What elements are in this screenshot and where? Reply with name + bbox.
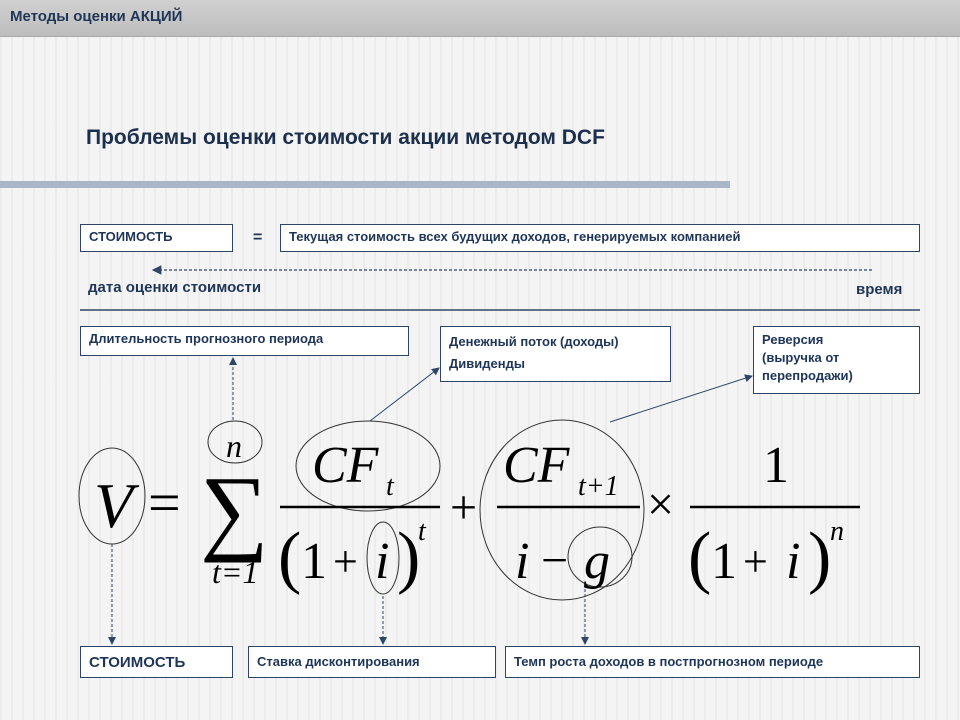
formula-plus-1: + xyxy=(333,537,358,586)
paren-open-1: ( xyxy=(278,519,302,596)
formula-g: g xyxy=(584,533,610,590)
formula-plus-2: + xyxy=(450,481,478,534)
timeline-start-label: дата оценки стоимости xyxy=(88,279,262,296)
dividends-text: Дивиденды xyxy=(449,356,525,371)
paren-close-3: ) xyxy=(808,519,832,596)
paren-open-3: ( xyxy=(688,519,712,596)
reversion-line-3: перепродажи) xyxy=(762,368,853,383)
formula-i-1: i xyxy=(375,533,390,590)
section-title: Методы оценки АКЦИЙ xyxy=(10,8,183,25)
formula-sum-top: n xyxy=(226,428,242,464)
formula-cf-1-sub: t xyxy=(386,471,394,502)
formula-equals: = xyxy=(148,470,181,535)
cash-flow-text: Денежный поток (доходы) xyxy=(449,334,619,349)
formula-one-3: 1 xyxy=(711,533,737,590)
formula-one-numerator: 1 xyxy=(763,437,789,494)
formula-minus: − xyxy=(541,534,569,587)
timeline-end-label: время xyxy=(856,281,903,298)
definition-value-label: СТОИМОСТЬ xyxy=(89,229,173,244)
growth-rate-text: Темп роста доходов в постпрогнозном периоде xyxy=(514,654,824,669)
definition-text: Текущая стоимость всех будущих доходов, генерируемых компанией xyxy=(289,229,741,244)
reversion-line-2: (выручка от xyxy=(762,350,840,365)
formula-cf-2-sub: t+1 xyxy=(578,471,619,502)
formula-cf-2: CF xyxy=(503,437,570,494)
reversion-arrow xyxy=(610,376,752,422)
definition-equals-sign: = xyxy=(253,229,263,246)
formula-v: V xyxy=(94,470,134,541)
cash-flow-arrow xyxy=(370,368,439,421)
formula-sum-bottom: t=1 xyxy=(212,554,259,590)
formula-exp-t: t xyxy=(418,516,426,547)
value-result-label: СТОИМОСТЬ xyxy=(89,654,186,671)
slide-title: Проблемы оценки стоимости акции методом DCF xyxy=(86,126,605,149)
formula-cf-1: CF xyxy=(312,437,379,494)
formula-plus-3: + xyxy=(743,537,768,586)
formula-times: × xyxy=(647,478,675,531)
discount-rate-text: Ставка дисконтирования xyxy=(257,654,420,669)
formula-sum: ∑ xyxy=(200,456,269,563)
reversion-title: Реверсия xyxy=(762,332,824,347)
formula-one-1: 1 xyxy=(301,533,327,590)
forecast-period-text: Длительность прогнозного периода xyxy=(89,331,324,346)
formula-i-3: i xyxy=(786,533,801,590)
formula-i-2: i xyxy=(515,533,530,590)
paren-close-1: ) xyxy=(397,519,421,596)
formula-exp-n: n xyxy=(830,516,844,547)
